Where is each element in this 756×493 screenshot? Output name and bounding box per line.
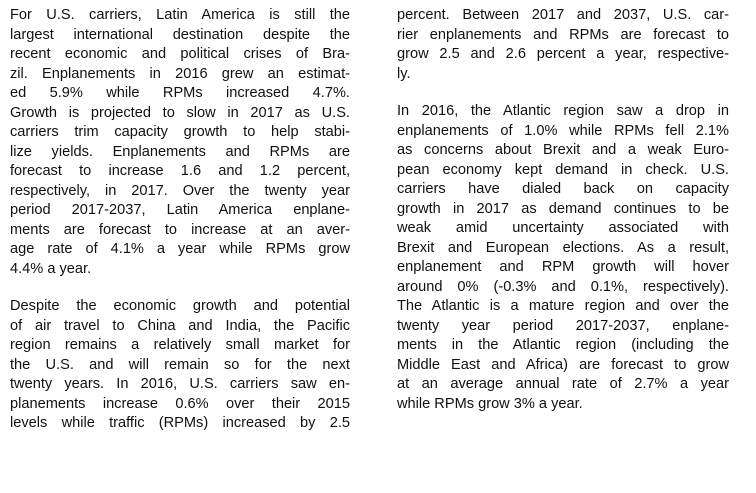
paragraph-gap [10,279,350,297]
text-line: planements increase 0.6% over their 2015 [10,395,350,412]
text-line: as concerns about Brexit and a weak Euro- [397,142,729,158]
text-line: of air travel to China and India, the Pacific [10,317,350,334]
text-line: ly. [397,65,411,82]
text-line: growth in 2017 as demand continues to be [397,200,729,217]
paragraph-pacific-continued [397,6,729,84]
text-line: In 2016, the Atlantic region saw a drop in [397,103,729,119]
text-line: grow 2.5 and 2.6 percent a year, respective- [397,46,729,62]
text-line: Growth is projected to slow in 2017 as U.S. [10,104,350,121]
text-line: forecast to increase 1.6 and 1.2 percent, [10,163,350,179]
text-line: pean economy kept demand in check. U.S. [397,161,729,178]
text-line: period 2017-2037, Latin America enplane- [10,202,350,218]
text-line: percent. Between 2017 and 2037, U.S. car- [397,7,729,23]
text-line: enplanement and RPM growth will hover [397,259,729,275]
text-line: carriers have dialed back on capacity [397,181,729,197]
text-line: twenty years. In 2016, U.S. carriers saw en- [10,376,350,392]
text-line: ments are forecast to increase at an aver- [10,221,350,238]
paragraph-pacific [10,297,350,434]
text-line: weak amid uncertainty associated with [397,220,729,236]
text-line: age rate of 4.1% a year while RPMs grow [10,241,350,257]
text-line: Middle East and Africa) are forecast to grow [397,356,729,373]
left-column [10,6,350,434]
paragraph-gap [397,84,729,102]
text-line: zil. Enplanements in 2016 grew an estimat- [10,65,350,82]
text-line: around 0% (-0.3% and 0.1%, respectively). [397,278,729,295]
text-line: the U.S. and will remain so for the next [10,356,350,373]
text-line: Despite the economic growth and potential [10,298,350,314]
text-line: region remains a relatively small market for [10,337,350,353]
text-line: recent economic and political crises of Bra- [10,46,350,62]
text-line: twenty year period 2017-2037, enplane- [397,317,729,334]
text-line: respectively, in 2017. Over the twenty year [10,182,350,199]
text-line: largest international destination despite the [10,26,350,43]
text-line: ments in the Atlantic region (including the [397,337,729,353]
text-line: lize yields. Enplanements and RPMs are [10,143,350,160]
text-line: For U.S. carriers, Latin America is still the [10,7,350,23]
text-line: while RPMs grow 3% a year. [397,395,583,412]
text-line: at an average annual rate of 2.7% a year [397,376,729,392]
text-line: levels while traffic (RPMs) increased by 2.5 [10,415,350,431]
right-column [397,6,729,414]
text-line: rier enplanements and RPMs are forecast to [397,26,729,43]
text-line: 4.4% a year. [10,260,92,277]
paragraph-atlantic [397,102,729,414]
paragraph-latin-america [10,6,350,279]
text-line: carriers trim capacity growth to help stabi- [10,124,350,140]
text-line: The Atlantic is a mature region and over the [397,298,729,314]
text-line: Brexit and European elections. As a result, [397,239,729,256]
text-line: ed 5.9% while RPMs increased 4.7%. [10,85,350,101]
text-line: enplanements of 1.0% while RPMs fell 2.1% [397,122,729,139]
